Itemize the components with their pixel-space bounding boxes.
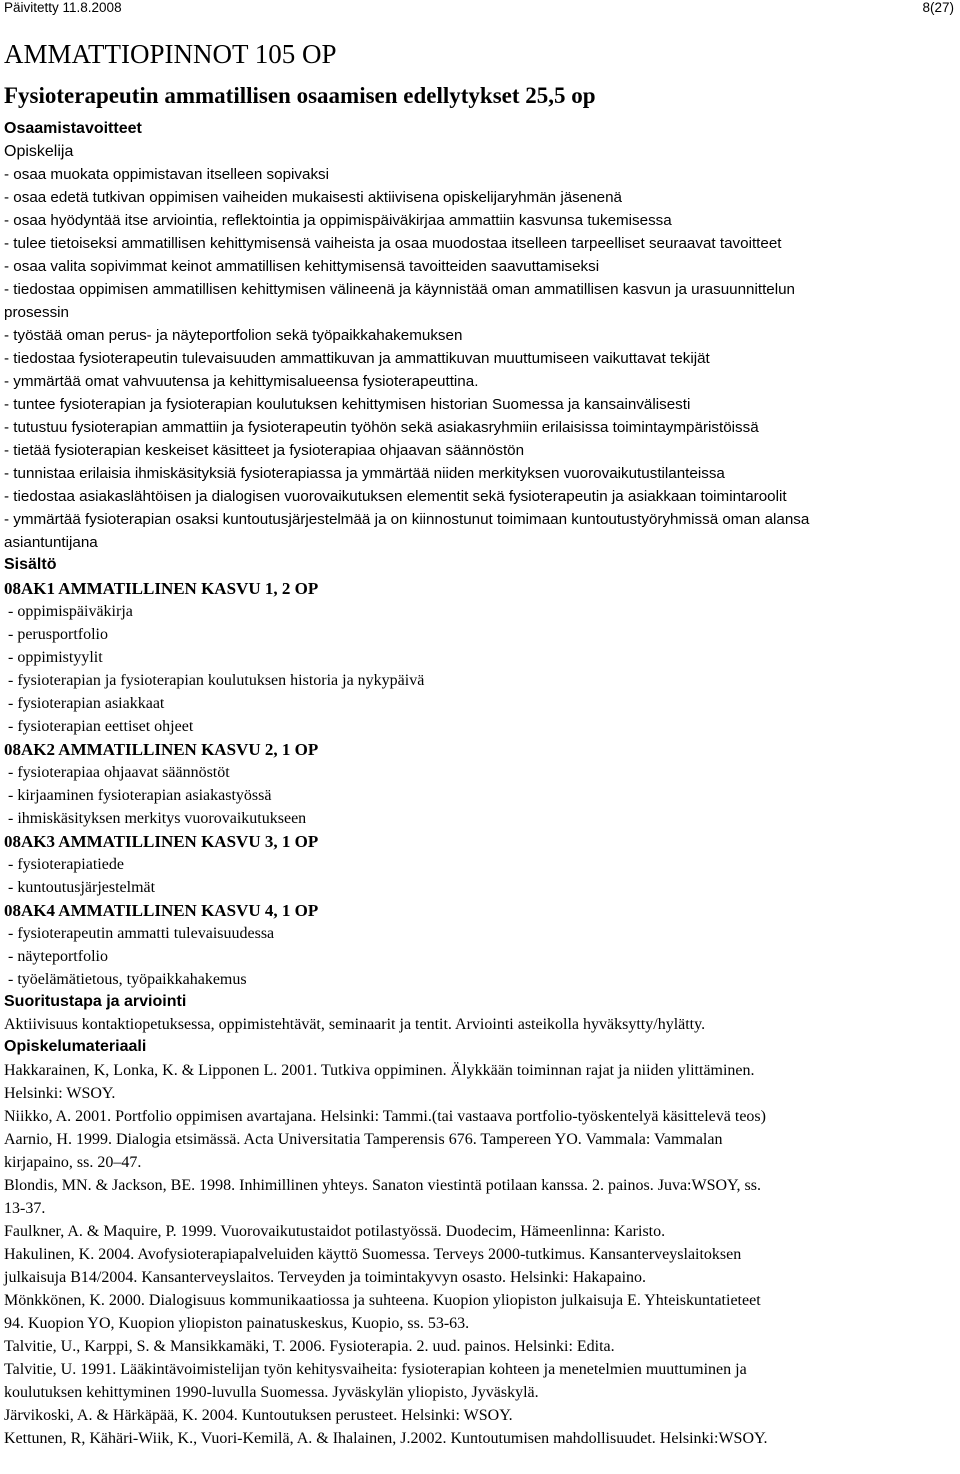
- module-topic: - oppimispäiväkirja: [8, 602, 133, 620]
- objective-item: - ymmärtää fysioterapian osaksi kuntoutusjärjestelmää ja on kiinnostunut toimimaan kuntoutustyöryhmissä oman alansa: [4, 511, 810, 528]
- reference-line: kirjapaino, ss. 20–47.: [4, 1153, 142, 1171]
- objective-item: asiantuntijana: [4, 534, 98, 551]
- module-topic: - perusportfolio: [8, 625, 108, 643]
- reference-line: 13-37.: [4, 1199, 46, 1217]
- reference-line: Hakulinen, K. 2004. Avofysioterapiapalveluiden käyttö Suomessa. Terveys 2000-tutkimus. Kansanterveyslaitoksen: [4, 1245, 742, 1263]
- module-topic: - ihmiskäsityksen merkitys vuorovaikutukseen: [8, 809, 307, 827]
- objective-item: - osaa edetä tutkivan oppimisen vaiheiden mukaisesti aktiivisena opiskelijaryhmän jäsenenä: [4, 189, 622, 206]
- objective-item: prosessin: [4, 304, 69, 321]
- materials-section: [4, 1036, 952, 1450]
- module-title: 08AK4 AMMATILLINEN KASVU 4, 1 OP: [4, 900, 319, 920]
- objectives-intro: Opiskelija: [4, 142, 74, 160]
- page-number: 8(27): [922, 0, 954, 15]
- page-title: AMMATTIOPINNOT 105 OP: [4, 39, 337, 69]
- content-heading: Sisältö: [4, 556, 57, 573]
- reference-line: julkaisuja B14/2004. Kansanterveyslaitos. Terveyden ja toimintakyvyn osasto. Helsinki: Hakapaino.: [4, 1268, 647, 1286]
- reference-line: Helsinki: WSOY.: [4, 1084, 116, 1102]
- objectives-heading: Osaamistavoitteet: [4, 120, 142, 137]
- module-topic: - kuntoutusjärjestelmät: [8, 878, 156, 896]
- objective-item: - työstää oman perus- ja näyteportfolion sekä työpaikkahakemuksen: [4, 327, 463, 344]
- objective-item: - tuntee fysioterapian ja fysioterapian koulutuksen kehittymisen historian Suomessa ja kansainvälisesti: [4, 396, 691, 413]
- materials-list: [4, 1059, 952, 1450]
- assessment-heading: Suoritustapa ja arviointi: [4, 992, 187, 1010]
- reference-line: Mönkkönen, K. 2000. Dialogisuus kommunikaatiossa ja suhteena. Kuopion yliopiston julkaisuja E. Yhteiskuntatieteet: [4, 1291, 761, 1309]
- reference-line: Järvikoski, A. & Härkäpää, K. 2004. Kuntoutuksen perusteet. Helsinki: WSOY.: [4, 1406, 513, 1424]
- objective-item: - ymmärtää omat vahvuutensa ja kehittymisalueensa fysioterapeuttina.: [4, 373, 479, 390]
- objectives-list: [4, 163, 952, 554]
- module-title: 08AK3 AMMATILLINEN KASVU 3, 1 OP: [4, 831, 319, 851]
- module-topic: - fysioterapian ja fysioterapian koulutuksen historia ja nykypäivä: [8, 671, 425, 689]
- reference-line: Aarnio, H. 1999. Dialogia etsimässä. Acta Universitatia Tamperensis 676. Tampereen YO. Vammala: Vammalan: [4, 1130, 723, 1148]
- objective-item: - tunnistaa erilaisia ihmiskäsityksiä fysioterapiassa ja ymmärtää niiden merkityksen vuorovaikutustilanteissa: [4, 465, 725, 482]
- module-title: 08AK2 AMMATILLINEN KASVU 2, 1 OP: [4, 739, 319, 759]
- objective-item: - tietää fysioterapian keskeiset käsitteet ja fysioterapiaa ohjaavan säännöstön: [4, 442, 525, 459]
- page-header: [4, 0, 954, 18]
- assessment-text: Aktiivisuus kontaktiopetuksessa, oppimistehtävät, seminaarit ja tentit. Arviointi asteikolla hyväksytty/hylätty.: [4, 1016, 706, 1033]
- reference-line: 94. Kuopion YO, Kuopion yliopiston painatuskeskus, Kuopio, ss. 53-63.: [4, 1314, 470, 1332]
- module-topic: - oppimistyylit: [8, 648, 103, 666]
- module-topic: - fysioterapian asiakkaat: [8, 694, 165, 712]
- section-subtitle: Fysioterapeutin ammatillisen osaamisen edellytykset 25,5 op: [4, 83, 596, 108]
- reference-line: Blondis, MN. & Jackson, BE. 1998. Inhimillinen yhteys. Sanaton viestintä potilaan kanssa. 2. painos. Juva:WSOY, ss.: [4, 1176, 761, 1194]
- reference-line: koulutuksen kehittyminen 1990-luvulla Suomessa. Jyväskylän yliopisto, Jyväskylä.: [4, 1383, 539, 1401]
- module-topic: - työelämätietous, työpaikkahakemus: [8, 970, 247, 988]
- content-section: [4, 554, 952, 991]
- objective-item: - tutustuu fysioterapian ammattiin ja fysioterapeutin työhön sekä asiakasryhmiin erilaisissa toimintaympäristöissä: [4, 419, 759, 436]
- module-title: 08AK1 AMMATILLINEN KASVU 1, 2 OP: [4, 578, 319, 598]
- materials-heading: Opiskelumateriaali: [4, 1038, 147, 1055]
- objectives-section: [4, 118, 952, 554]
- objective-item: - osaa hyödyntää itse arviointia, reflektointia ja oppimispäiväkirjaa ammattiin kasvunsa tukemisessa: [4, 212, 672, 229]
- reference-line: Niikko, A. 2001. Portfolio oppimisen avartajana. Helsinki: Tammi.(tai vastaava portfolio-työskentelyä käsittelevä teos): [4, 1107, 766, 1125]
- module-topic: - fysioterapeutin ammatti tulevaisuudessa: [8, 924, 275, 942]
- module-topic: - näyteportfolio: [8, 947, 108, 965]
- objective-item: - tulee tietoiseksi ammatillisen kehittymisensä vaiheista ja osaa muodostaa itselleen tarpeelliset seuraavat tavoitteet: [4, 235, 782, 252]
- objective-item: - tiedostaa fysioterapeutin tulevaisuuden ammattikuvan ja ammattikuvan muuttumiseen vaikuttavat tekijät: [4, 350, 710, 367]
- reference-line: Kettunen, R, Kähäri-Wiik, K., Vuori-Kemilä, A. & Ihalainen, J.2002. Kuntoutumisen mahdollisuudet. Helsinki:WSOY.: [4, 1429, 768, 1447]
- objective-item: - tiedostaa asiakaslähtöisen ja dialogisen vuorovaikutuksen elementit sekä fysioterapeutin ja asiakkaan toimintaroolit: [4, 488, 787, 505]
- module-topic: - kirjaaminen fysioterapian asiakastyössä: [8, 786, 272, 804]
- module-topic: - fysioterapiaa ohjaavat säännöstöt: [8, 763, 230, 781]
- updated-date: Päivitetty 11.8.2008: [4, 0, 122, 15]
- objective-item: - tiedostaa oppimisen ammatillisen kehittymisen välineenä ja käynnistää oman ammatillisen kasvun ja urasuunnittelun: [4, 281, 796, 298]
- objective-item: - osaa muokata oppimistavan itselleen sopivaksi: [4, 166, 330, 183]
- module-topic: - fysioterapian eettiset ohjeet: [8, 717, 194, 735]
- objective-item: - osaa valita sopivimmat keinot ammatillisen kehittymisensä tavoitteiden saavuttamiseksi: [4, 258, 600, 275]
- reference-line: Hakkarainen, K, Lonka, K. & Lipponen L. 2001. Tutkiva oppiminen. Älykkään toiminnan rajat ja niiden ylittäminen.: [4, 1061, 755, 1079]
- document-body: [4, 36, 952, 1450]
- reference-line: Faulkner, A. & Maquire, P. 1999. Vuorovaikutustaidot potilastyössä. Duodecim, Hämeenlinna: Karisto.: [4, 1222, 666, 1240]
- module-topic: - fysioterapiatiede: [8, 855, 124, 873]
- assessment-section: [4, 991, 952, 1037]
- reference-line: Talvitie, U. 1991. Lääkintävoimistelijan työn kehitysvaiheita: fysioterapian kohteen ja menetelmien muuttuminen ja: [4, 1360, 747, 1378]
- reference-line: Talvitie, U., Karppi, S. & Mansikkamäki, T. 2006. Fysioterapia. 2. uud. painos. Helsinki: Edita.: [4, 1337, 615, 1355]
- modules-list: [4, 577, 952, 991]
